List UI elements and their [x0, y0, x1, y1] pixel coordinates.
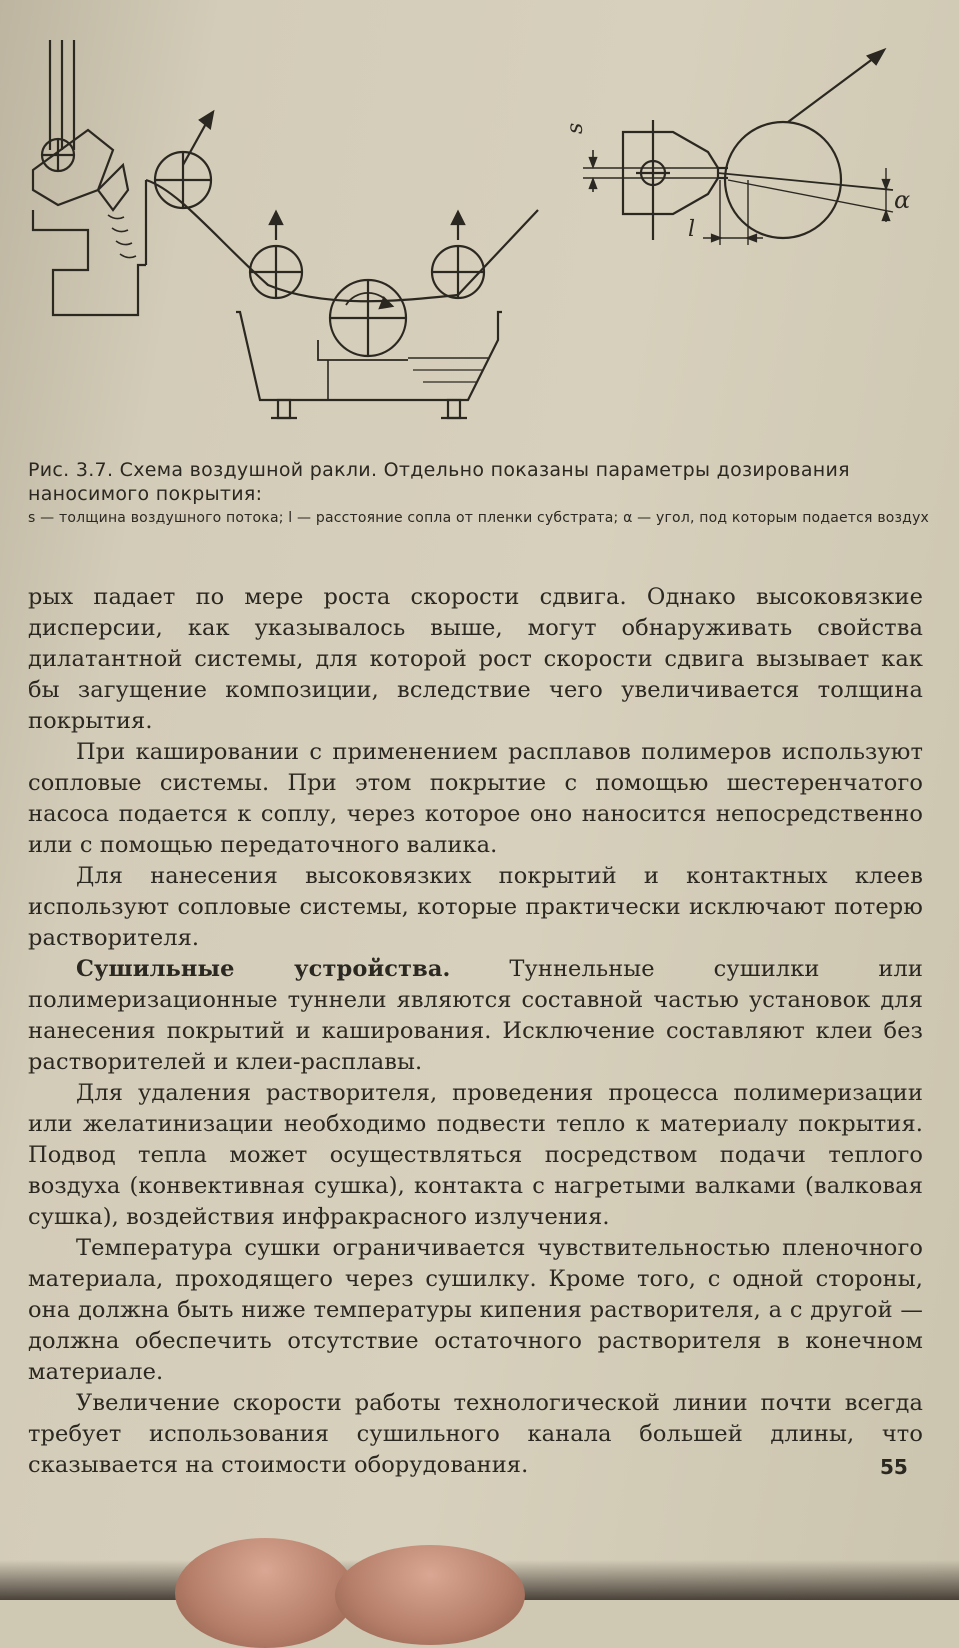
page-number: 55 [880, 1455, 908, 1479]
paragraph: Для нанесения высоковязких покрытий и контактных клеев используют сопловые системы, которые практически исключают потерю растворителя. [28, 863, 923, 951]
label-alpha: α [894, 186, 911, 214]
finger-right [335, 1545, 525, 1645]
paragraph [28, 954, 923, 1078]
paragraph: Для удаления растворителя, проведения процесса полимеризации или желатинизации необходимо подвести тепло к материалу покрытия. Подвод тепла может осуществляться посредством подачи теплого воздуха (конвективная сушка), контакта с нагретыми валками (валковая сушка), воздействия инфракрасного излучения. [28, 1080, 923, 1230]
caption-title: Рис. 3.7. Схема воздушной ракли. Отдельно показаны параметры дозирования наносимого покрытия: [28, 459, 850, 505]
air-knife-diagram [28, 40, 933, 460]
figure-caption [28, 458, 933, 527]
paragraph: При кашировании с применением расплавов полимеров используют сопловые системы. При этом покрытие с помощью шестеренчатого насоса подается к соплу, через которое оно наносится непосредственно или с помощью передаточного валика. [28, 739, 923, 858]
label-s: s [563, 122, 588, 134]
section-heading: Сушильные устройства. [76, 956, 451, 982]
paragraph: Увеличение скорости работы технологической линии почти всегда требует использования сушильного канала большей длины, что сказывается на стоимости оборудования. [28, 1390, 923, 1478]
body-text [28, 582, 923, 1481]
finger-left [175, 1538, 355, 1648]
caption-legend: s — толщина воздушного потока; l — расстояние сопла от пленки субстрата; α — угол, под которым подается воздух [28, 510, 930, 526]
label-l: l [688, 217, 696, 242]
paragraph: Температура сушки ограничивается чувствительностью пленочного материала, проходящего через сушилку. Кроме того, с одной стороны, она должна быть ниже температуры кипения растворителя, а с другой — должна обеспечить отсутствие остаточного растворителя в конечном материале. [28, 1235, 923, 1385]
paragraph: рых падает по мере роста скорости сдвига. Однако высоковязкие дисперсии, как указывалось выше, могут обнаруживать свойства дилатантной системы, для которой рост скорости сдвига вызывает как бы загущение композиции, вследствие чего увеличивается толщина покрытия. [28, 584, 923, 734]
paragraph-text: Туннельные сушилки или полимеризационные туннели являются составной частью установок для нанесения покрытий и каширования. Исключение составляют клеи без растворителей и клеи-расплавы. [28, 956, 924, 1075]
